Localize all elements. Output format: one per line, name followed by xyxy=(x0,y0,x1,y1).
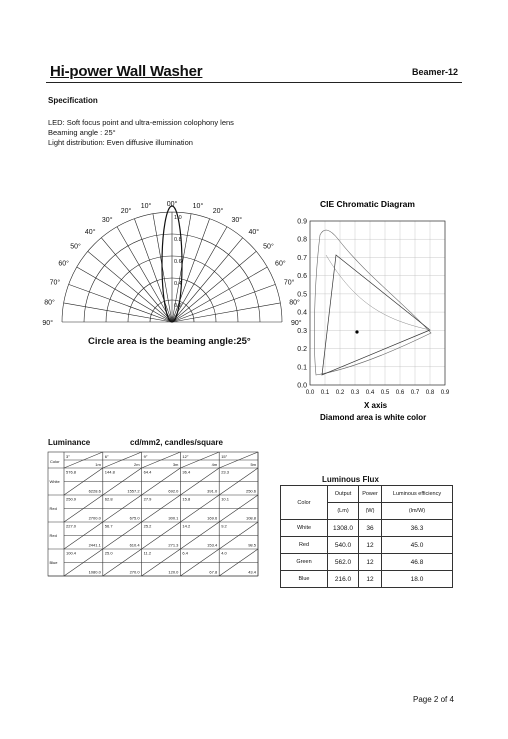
cie-y-tick: 0.9 xyxy=(297,218,307,226)
table-row xyxy=(281,571,453,588)
lum-value-bottom: 43.4 xyxy=(248,569,256,575)
cie-y-tick: 0.1 xyxy=(297,364,307,372)
flux-header-power: Power xyxy=(359,486,382,503)
polar-angle-label: 00° xyxy=(166,201,178,208)
table-row xyxy=(281,554,453,571)
polar-angle-label: 60° xyxy=(275,260,286,268)
flux-output: 562.0 xyxy=(328,554,359,571)
cie-x-tick: 0.2 xyxy=(335,389,345,396)
lum-angle: 9° xyxy=(143,454,148,459)
flux-power: 12 xyxy=(359,571,382,588)
cie-y-tick: 0.6 xyxy=(297,273,307,281)
cie-chromatic-diagram xyxy=(283,195,466,425)
lum-color-header: Color xyxy=(50,459,60,464)
polar-angle-label: 30° xyxy=(231,216,243,224)
polar-radial-label: 1.0 xyxy=(174,215,182,221)
flux-efficiency: 18.0 xyxy=(382,571,453,588)
lum-distance: 1m xyxy=(95,462,101,467)
flux-efficiency: 46.8 xyxy=(382,554,453,571)
lum-value-bottom: 675.0 xyxy=(129,515,140,521)
flux-efficiency: 36.3 xyxy=(382,520,453,537)
polar-angle-label: 40° xyxy=(84,228,96,236)
lum-value-top: 100.4 xyxy=(66,550,77,556)
cie-title: CIE Chromatic Diagram xyxy=(320,199,415,209)
flux-power: 36 xyxy=(359,520,382,537)
cie-x-tick: 0.7 xyxy=(410,389,420,396)
lum-value-bottom: 300.1 xyxy=(168,515,179,521)
lum-value-bottom: 98.5 xyxy=(248,542,256,548)
lum-angle: 3° xyxy=(66,454,70,459)
polar-angle-label: 20° xyxy=(212,208,224,216)
flux-color: Green xyxy=(281,554,328,571)
cie-x-tick: 0.5 xyxy=(380,389,390,396)
luminance-heading: Luminance xyxy=(48,438,91,447)
polar-radial-label: 0.8 xyxy=(174,237,182,243)
cie-y-tick: 0.2 xyxy=(297,346,307,354)
cie-x-tick: 0.0 xyxy=(305,389,315,396)
lum-value-bottom: 270.0 xyxy=(129,569,140,575)
spec-line: LED: Soft focus point and ultra-emission colophony lens xyxy=(48,118,234,127)
lum-angle: 12° xyxy=(182,454,189,459)
lum-value-top: 10.1 xyxy=(221,496,229,502)
cie-x-tick: 0.6 xyxy=(395,389,405,396)
luminance-table xyxy=(48,452,258,576)
lum-row-color: Blue xyxy=(49,560,58,565)
flux-header-efficiency: Luminous efficiency xyxy=(382,486,453,503)
spec-line: Light distribution: Even diffusive illumination xyxy=(48,138,193,147)
polar-caption: Circle area is the beaming angle:25° xyxy=(88,336,251,347)
specification-heading: Specification xyxy=(48,96,98,105)
lum-distance: 4m xyxy=(211,462,218,467)
polar-angle-label: 90° xyxy=(291,320,302,327)
lum-value-bottom: 67.8 xyxy=(209,569,218,575)
lum-value-top: 36.4 xyxy=(182,469,191,475)
white-point xyxy=(355,330,358,333)
cie-caption: Diamond area is white color xyxy=(320,413,427,422)
lum-row-color: Red xyxy=(49,533,57,538)
polar-angle-label: 10° xyxy=(140,202,152,210)
flux-heading: Luminous Flux xyxy=(322,475,379,484)
lum-value-bottom: 108.8 xyxy=(245,515,256,521)
polar-angle-label: 60° xyxy=(58,260,69,268)
lum-value-top: 64.4 xyxy=(143,469,152,475)
lum-value-bottom: 169.6 xyxy=(207,515,218,521)
flux-unit-power: (W) xyxy=(359,503,382,520)
lum-value-top: 4.0 xyxy=(221,550,227,556)
polar-beam-diagram xyxy=(44,198,300,326)
lum-value-top: 227.0 xyxy=(66,523,77,529)
flux-color: Red xyxy=(281,537,328,554)
lum-value-top: 56.7 xyxy=(104,523,113,529)
flux-output: 1308.0 xyxy=(328,520,359,537)
lum-angle: 15° xyxy=(221,454,228,459)
cie-y-tick: 0.0 xyxy=(297,382,307,390)
spec-line: Beaming angle : 25° xyxy=(48,128,116,137)
polar-angle-label: 50° xyxy=(263,243,274,251)
flux-efficiency: 45.0 xyxy=(382,537,453,554)
lum-value-bottom: 391.0 xyxy=(207,488,218,494)
lum-distance: 3m xyxy=(172,462,179,467)
lum-value-top: 14.2 xyxy=(182,523,191,529)
flux-output: 216.0 xyxy=(328,571,359,588)
cie-y-tick: 0.5 xyxy=(297,291,307,299)
table-row xyxy=(281,537,453,554)
flux-unit-output: (Lm) xyxy=(328,503,359,520)
lum-value-bottom: 271.3 xyxy=(168,542,179,548)
polar-angle-label: 70° xyxy=(49,279,61,287)
lum-value-bottom: 2700.0 xyxy=(88,515,101,521)
flux-output: 540.0 xyxy=(328,537,359,554)
lum-value-top: 25.0 xyxy=(104,550,113,556)
flux-unit-efficiency: (lm/W) xyxy=(382,503,453,520)
cie-curve xyxy=(326,255,430,330)
polar-angle-label: 30° xyxy=(101,216,113,224)
cie-y-tick: 0.4 xyxy=(297,309,307,317)
lum-distance: 2m xyxy=(134,462,140,467)
lum-value-top: 27.9 xyxy=(143,496,152,502)
lum-row-color: Red xyxy=(49,506,57,511)
lum-value-top: 23.3 xyxy=(221,469,229,475)
page-number: Page 2 of 4 xyxy=(413,695,454,704)
lum-value-top: 15.8 xyxy=(182,496,191,502)
cie-y-tick: 0.8 xyxy=(297,236,307,244)
lum-value-top: 25.2 xyxy=(143,523,152,529)
lum-value-bottom: 1080.0 xyxy=(88,569,101,575)
polar-angle-label: 50° xyxy=(70,243,81,251)
cie-x-tick: 0.9 xyxy=(440,389,450,396)
lum-value-top: 9.2 xyxy=(221,523,227,529)
polar-radial-label: 0.6 xyxy=(174,259,182,265)
lum-row-color: White xyxy=(49,479,60,484)
polar-angle-label: 80° xyxy=(289,299,300,307)
lum-value-bottom: 250.6 xyxy=(245,488,256,494)
polar-radial-label: 0.2 xyxy=(174,303,182,309)
lum-value-bottom: 692.0 xyxy=(168,488,179,494)
polar-radial-label: 0.4 xyxy=(174,281,182,287)
lum-angle: 6° xyxy=(104,454,109,459)
cie-x-tick: 0.4 xyxy=(365,389,375,396)
flux-color: Blue xyxy=(281,571,328,588)
polar-angle-label: 40° xyxy=(248,228,260,236)
table-row xyxy=(281,520,453,537)
page-title: Hi-power Wall Washer xyxy=(50,63,203,80)
flux-header-color: Color xyxy=(281,486,328,520)
flux-table xyxy=(280,485,453,588)
lum-value-bottom: 2441.1 xyxy=(88,542,101,548)
lum-value-bottom: 6228.6 xyxy=(88,488,101,494)
flux-color: White xyxy=(281,520,328,537)
polar-angle-label: 80° xyxy=(44,299,55,307)
cie-y-tick: 0.3 xyxy=(297,327,307,335)
spectral-locus xyxy=(314,230,431,375)
lum-value-top: 6.4 xyxy=(182,550,188,556)
luminance-unit: cd/mm2, candles/square xyxy=(130,438,223,447)
lum-value-top: 144.8 xyxy=(104,469,115,475)
polar-angle-label: 70° xyxy=(283,279,295,287)
cie-x-tick: 0.8 xyxy=(425,389,435,396)
lum-value-bottom: 153.4 xyxy=(207,542,218,548)
polar-angle-label: 10° xyxy=(192,202,204,210)
cie-xlabel: X axis xyxy=(364,401,388,410)
lum-value-bottom: 610.4 xyxy=(129,542,140,548)
model-number: Beamer-12 xyxy=(412,67,459,77)
cie-x-tick: 0.1 xyxy=(320,389,330,396)
lum-value-bottom: 120.0 xyxy=(168,569,179,575)
flux-power: 12 xyxy=(359,554,382,571)
flux-power: 12 xyxy=(359,537,382,554)
lum-value-top: 62.8 xyxy=(104,496,113,502)
polar-angle-label: 20° xyxy=(120,208,132,216)
lum-value-top: 576.8 xyxy=(66,469,77,475)
cie-x-tick: 0.3 xyxy=(350,389,360,396)
cie-y-tick: 0.7 xyxy=(297,254,307,262)
lum-distance: 5m xyxy=(250,462,256,467)
lum-value-top: 250.9 xyxy=(66,496,77,502)
lum-value-top: 11.2 xyxy=(143,550,152,556)
polar-angle-label: 90° xyxy=(42,320,53,327)
lum-value-bottom: 1557.2 xyxy=(127,488,140,494)
flux-header-output: Output xyxy=(328,486,359,503)
header-divider xyxy=(46,82,462,83)
